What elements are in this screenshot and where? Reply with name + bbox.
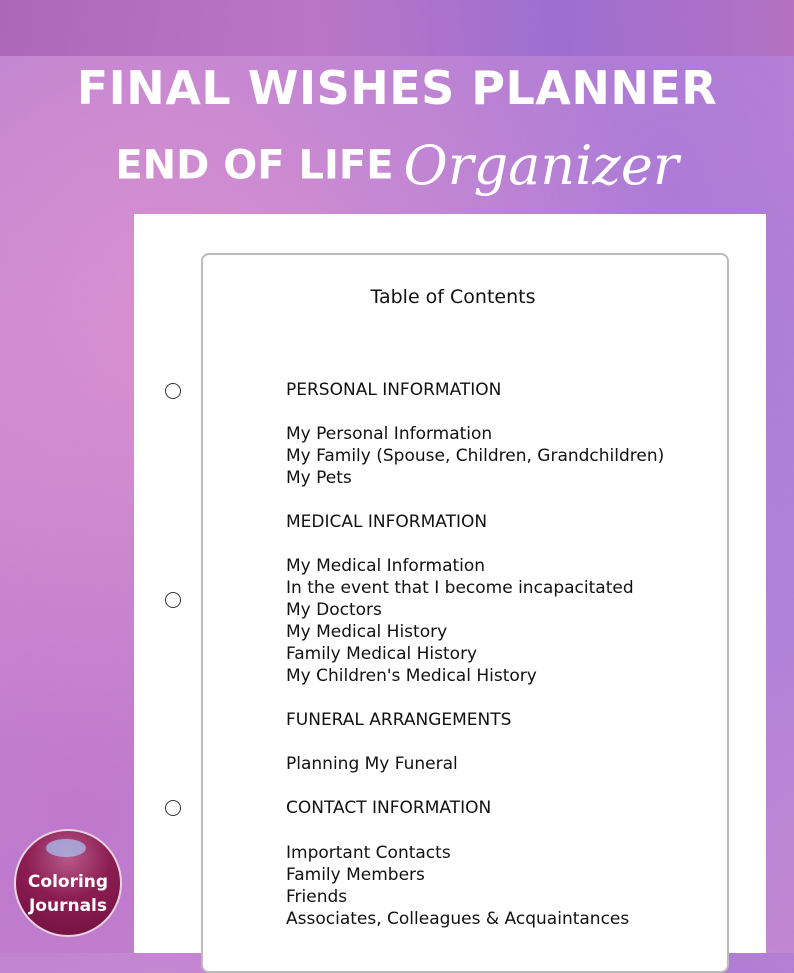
coloring-journals-logo xyxy=(14,829,122,937)
binder-hole-icon xyxy=(165,592,181,608)
toc-item: My Medical History xyxy=(286,622,448,642)
toc-title: Table of Contents xyxy=(370,286,536,308)
toc-section-heading: PERSONAL INFORMATION xyxy=(286,380,502,400)
toc-item: Family Medical History xyxy=(286,644,478,664)
toc-item: Planning My Funeral xyxy=(286,754,458,774)
logo-line-2: Journals xyxy=(28,896,107,916)
toc-section-heading: FUNERAL ARRANGEMENTS xyxy=(286,710,512,730)
toc-section-heading: CONTACT INFORMATION xyxy=(286,798,492,818)
toc-item: My Pets xyxy=(286,468,352,488)
toc-item: Friends xyxy=(286,887,348,907)
subtitle-plain: END OF LIFE xyxy=(115,142,394,189)
toc-item: My Children's Medical History xyxy=(286,666,537,686)
toc-item: Associates, Colleagues & Acquaintances xyxy=(286,909,630,929)
toc-item: In the event that I become incapacitated xyxy=(286,578,634,598)
logo-line-1: Coloring xyxy=(27,872,109,892)
toc-item: Family Members xyxy=(286,865,425,885)
main-title: FINAL WISHES PLANNER xyxy=(76,61,718,115)
logo-shine xyxy=(46,839,86,857)
toc-section-heading: MEDICAL INFORMATION xyxy=(286,512,488,532)
binder-hole-icon xyxy=(165,383,181,399)
toc-item: My Family (Spouse, Children, Grandchildren) xyxy=(286,446,665,466)
toc-item: My Medical Information xyxy=(286,556,486,576)
toc-item: Important Contacts xyxy=(286,843,451,863)
top-band xyxy=(0,0,794,56)
toc-frame xyxy=(201,253,729,973)
subtitle xyxy=(0,134,794,197)
toc-item: My Doctors xyxy=(286,600,382,620)
binder-hole-icon xyxy=(165,800,181,816)
subtitle-script: Organizer xyxy=(403,134,679,197)
toc-item: My Personal Information xyxy=(286,424,493,444)
